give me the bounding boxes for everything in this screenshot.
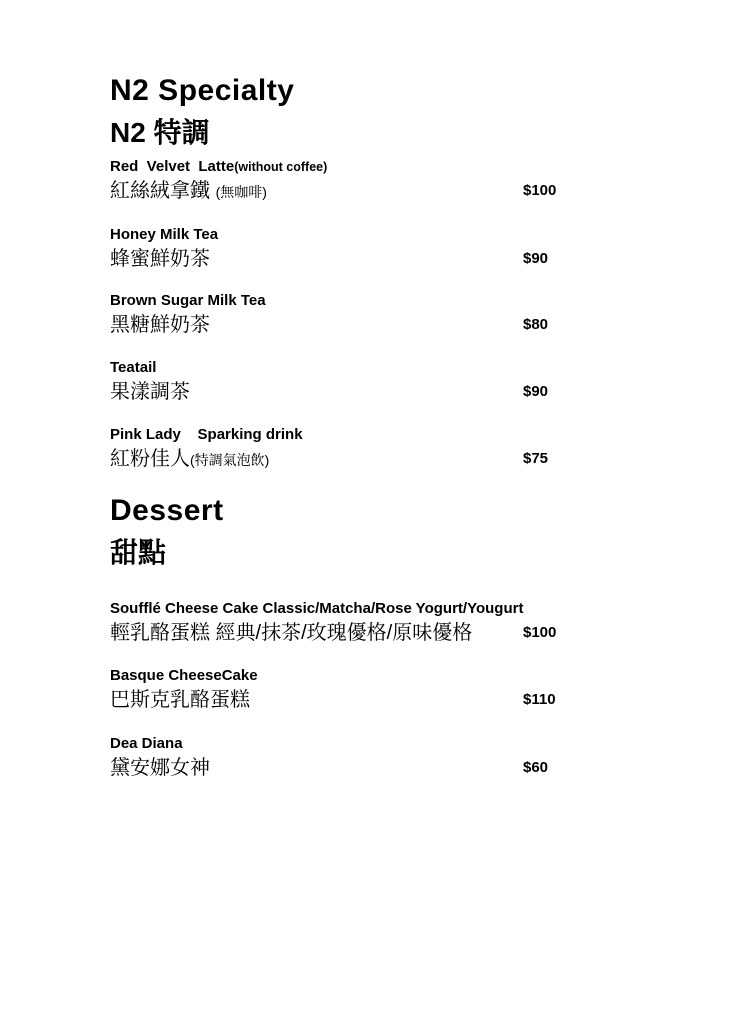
item-name-zh-main: 果漾調茶 xyxy=(110,381,190,403)
item-name-en-main: Brown Sugar Milk Tea xyxy=(110,292,266,309)
item-price: $90 xyxy=(523,250,549,267)
item-name-zh-main: 蜂蜜鮮奶茶 xyxy=(110,248,210,270)
item-name-zh xyxy=(110,446,580,473)
item-name-en-main: Red Velvet Latte xyxy=(110,158,235,175)
item-price: $60 xyxy=(523,759,549,776)
item-name-zh-main: 紅絲絨拿鐵 xyxy=(110,180,216,202)
item-price: $75 xyxy=(523,450,549,467)
section-title-n2-specialty-zh: N2 特調 xyxy=(110,117,210,148)
item-price: $100 xyxy=(523,182,557,199)
item-name-en xyxy=(110,599,580,620)
item-name-zh xyxy=(110,620,580,647)
item-name-zh xyxy=(110,178,580,205)
menu-item-brown-sugar-milk-tea xyxy=(110,291,580,339)
section-title-n2-specialty: N2 Specialty xyxy=(110,74,295,107)
item-name-zh xyxy=(110,246,580,273)
item-name-en-main: Pink Lady Sparking drink xyxy=(110,426,303,443)
item-name-zh-main: 輕乳酪蛋糕 經典/抹茶/玫瑰優格/原味優格 xyxy=(110,622,473,644)
section-title-dessert: Dessert xyxy=(110,494,224,527)
item-name-zh-main: 巴斯克乳酪蛋糕 xyxy=(110,689,250,711)
item-name-zh xyxy=(110,312,580,339)
item-name-en-main: Soufflé Cheese Cake Classic/Matcha/Rose Yogurt/Yougurt xyxy=(110,600,524,617)
item-name-zh xyxy=(110,687,580,714)
menu-item-red-velvet-latte xyxy=(110,157,580,205)
menu-item-souffle-cheese-cake xyxy=(110,599,580,647)
item-name-en-main: Basque CheeseCake xyxy=(110,667,258,684)
menu-item-dea-diana xyxy=(110,734,580,782)
item-name-en-main: Dea Diana xyxy=(110,735,183,752)
item-name-en xyxy=(110,157,580,178)
item-price: $90 xyxy=(523,383,549,400)
item-name-zh-main: 紅粉佳人 xyxy=(110,448,190,470)
item-price: $100 xyxy=(523,624,557,641)
item-name-en-main: Honey Milk Tea xyxy=(110,226,219,243)
item-price: $110 xyxy=(523,691,556,708)
item-name-zh-note: (特調氣泡飲) xyxy=(190,452,270,468)
menu-item-basque-cheesecake xyxy=(110,666,580,714)
item-name-en xyxy=(110,425,580,446)
item-name-en xyxy=(110,666,580,687)
item-name-en xyxy=(110,225,580,246)
menu-item-teatail xyxy=(110,358,580,406)
item-name-en xyxy=(110,734,580,755)
item-name-zh-note: (無咖啡) xyxy=(215,184,267,200)
item-name-zh xyxy=(110,379,580,406)
section-title-dessert-zh: 甜點 xyxy=(110,537,167,568)
item-name-en xyxy=(110,358,580,379)
item-price: $80 xyxy=(523,316,549,333)
item-name-en-main: Teatail xyxy=(110,359,157,376)
item-name-en-note: (without coffee) xyxy=(234,160,328,174)
item-name-zh-main: 黑糖鮮奶茶 xyxy=(110,314,210,336)
item-name-zh-main: 黛安娜女神 xyxy=(110,757,210,779)
menu-item-pink-lady xyxy=(110,425,580,473)
item-name-en xyxy=(110,291,580,312)
menu-item-honey-milk-tea xyxy=(110,225,580,273)
item-name-zh xyxy=(110,755,580,782)
